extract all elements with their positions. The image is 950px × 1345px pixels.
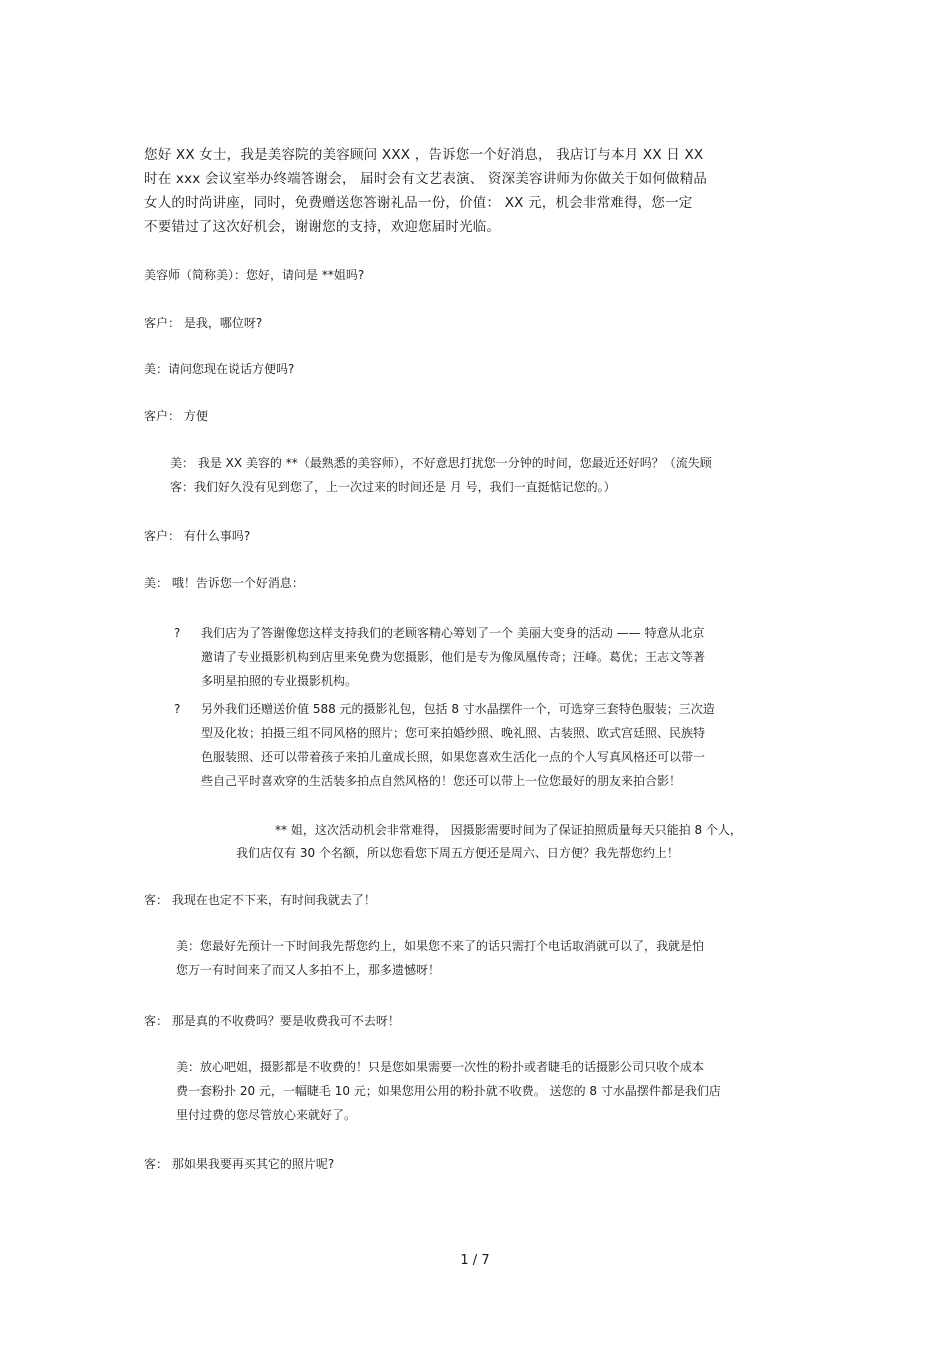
bullet-line: 色服装照、还可以带着孩子来拍儿童成长照，如果您喜欢生活化一点的个人写真风格还可以带一 bbox=[201, 750, 706, 764]
dialog-line: 客： 我现在也定不下来，有时间我就去了！ bbox=[144, 893, 376, 907]
bullet-mark: ? bbox=[174, 626, 181, 640]
dialog-line: 美容师（简称美）：您好，请问是 **姐吗? bbox=[144, 268, 365, 282]
intro-line-3: 女人的时尚讲座，同时，免费赠送您答谢礼品一份，价值： XX 元，机会非常难得，您一定 bbox=[144, 195, 693, 211]
dialog-line: 客： 那是真的不收费吗？要是收费我可不去呀！ bbox=[144, 1014, 400, 1028]
bullet-text bbox=[201, 621, 705, 693]
bullet-line: 些自己平时喜欢穿的生活装多拍点自然风格的！您还可以带上一位您最好的朋友来拍合影！ bbox=[201, 774, 682, 788]
dialog-block bbox=[176, 934, 704, 982]
dialog-line: 美：您最好先预计一下时间我先帮您约上，如果您不来了的话只需打个电话取消就可以了，我就是怕 bbox=[176, 939, 705, 953]
bullet-line: 我们店为了答谢像您这样支持我们的老顾客精心筹划了一个 美丽大变身的活动 —— 特意从北京 bbox=[201, 626, 705, 640]
bullet-line: 另外我们还赠送价值 588 元的摄影礼包，包括 8 寸水晶摆件一个，可选穿三套特色服装；三次造 bbox=[201, 702, 715, 716]
dialog-line: 里付过费的您尽管放心来就好了。 bbox=[176, 1108, 357, 1122]
dialog-line: 美： 哦！告诉您一个好消息： bbox=[144, 576, 304, 590]
intro-line-1: 您好 XX 女士，我是美容院的美容顾问 XXX ，告诉您一个好消息， 我店订与本月 XX 日 XX bbox=[144, 147, 704, 163]
page-number: 1 / 7 bbox=[460, 1253, 490, 1268]
bullet-mark: ? bbox=[174, 702, 181, 716]
dialog-line: 美：放心吧姐，摄影都是不收费的！只是您如果需要一次性的粉扑或者睫毛的话摄影公司只收个成本 bbox=[176, 1060, 705, 1074]
dialog-line: 客： 那如果我要再买其它的照片呢? bbox=[144, 1157, 335, 1171]
dialog-block bbox=[176, 1055, 721, 1127]
dialog-line: 我们店仅有 30 个名额，所以您看您下周五方便还是周六、日方便？我先帮您约上！ bbox=[236, 846, 679, 860]
intro-line-2: 时在 xxx 会议室举办终端答谢会， 届时会有文艺表演、 资深美容讲师为你做关于如何做精品 bbox=[144, 171, 708, 187]
dialog-line: 客户： 是我，哪位呀? bbox=[144, 316, 263, 330]
dialog-line: 美： 我是 XX 美容的 **（最熟悉的美容师），不好意思打扰您一分钟的时间，您最近还好吗？（流失顾 bbox=[170, 456, 712, 470]
bullet-line: 多明星拍照的专业摄影机构。 bbox=[201, 674, 358, 688]
dialog-block bbox=[170, 451, 712, 499]
dialog-line: 美：请问您现在说话方便吗? bbox=[144, 362, 295, 376]
intro-paragraph bbox=[144, 143, 814, 239]
dialog-line: 您万一有时间来了而又人多拍不上，那多遗憾呀！ bbox=[176, 963, 441, 977]
intro-line-4: 不要错过了这次好机会，谢谢您的支持，欢迎您届时光临。 bbox=[144, 219, 501, 235]
dialog-line: 客户： 有什么事吗? bbox=[144, 529, 251, 543]
dialog-line: 费一套粉扑 20 元，一幅睫毛 10 元；如果您用公用的粉扑就不收费。 送您的 8 寸水晶摆件都是我们店 bbox=[176, 1084, 721, 1098]
bullet-line: 邀请了专业摄影机构到店里来免费为您摄影，他们是专为像凤凰传奇；汪峰。葛优；王志文等著 bbox=[201, 650, 706, 664]
bullet-text bbox=[201, 697, 715, 793]
dialog-line: ** 姐，这次活动机会非常难得， 因摄影需要时间为了保证拍照质量每天只能拍 8 个人， bbox=[275, 823, 742, 837]
dialog-line: 客户： 方便 bbox=[144, 409, 208, 423]
bullet-line: 型及化妆；拍摄三组不同风格的照片；您可来拍婚纱照、晚礼照、古装照、欧式宫廷照、民族特 bbox=[201, 726, 706, 740]
dialog-line: 客：我们好久没有见到您了，上一次过来的时间还是 月 号，我们一直挺惦记您的。） bbox=[170, 480, 616, 494]
